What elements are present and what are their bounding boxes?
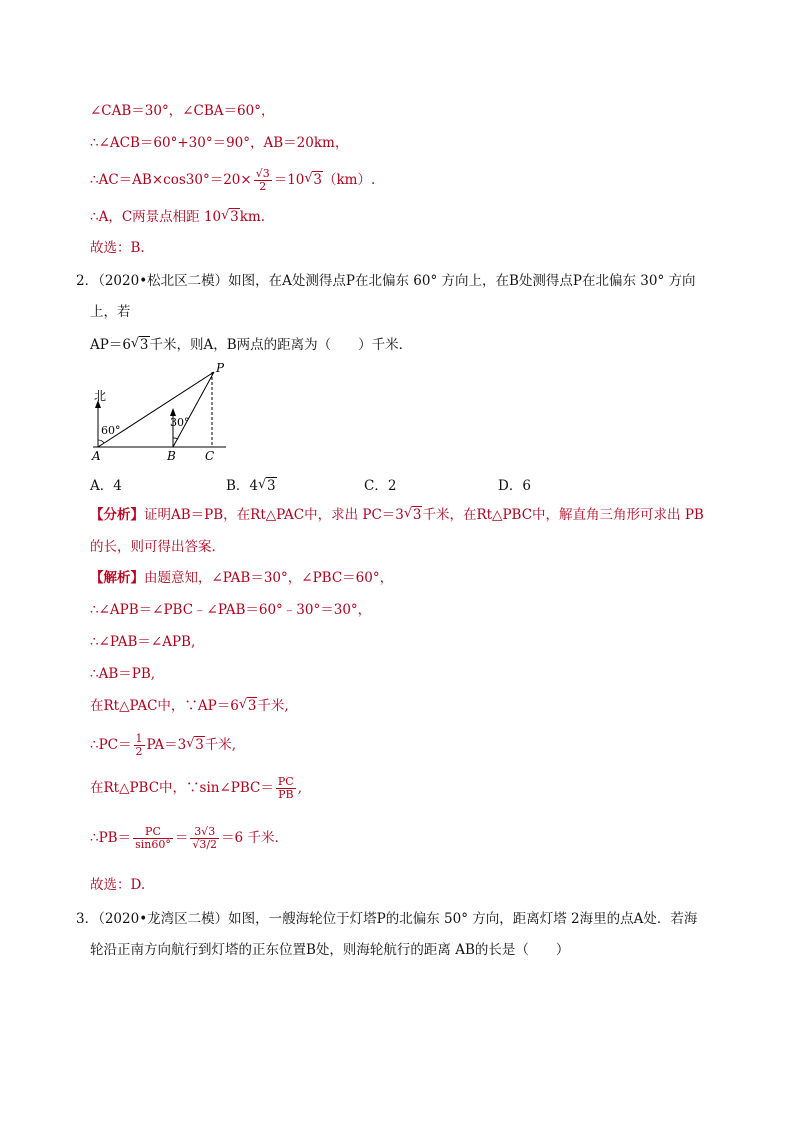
q2-text-line3: AP＝6√ 3千米，则A，B两点的距离为（ ）千米． [90, 336, 412, 354]
sqrt-symbol: √ 3 [239, 697, 258, 715]
fraction-pb: $\frac{PC}{\sin 60^\circ}$ [135, 825, 171, 851]
sol1-line1: ∠CAB＝30°，∠CBA＝60°， [90, 103, 275, 119]
solution-line3: ∴∠PAB＝∠APB, [90, 634, 196, 650]
sqrt-symbol: √ 3 [304, 171, 323, 189]
fraction-result: $\frac{3√3}{√3/2}$ [192, 825, 218, 851]
solution-line6: ∴PC＝ $\frac{1}{2}$ PA＝3√ 3千米, [90, 733, 236, 758]
angle-a-label: 60° [101, 424, 121, 437]
option-c: C．2 [364, 478, 397, 494]
solution-line7: 在Rt△PBC中，∵sin∠PBC＝ $\frac{PC}{PB}$ , [90, 775, 303, 801]
point-p-label: P [216, 361, 225, 375]
sol1-line2: ∴∠ACB＝60°+30°＝90°，AB＝20km， [90, 135, 349, 151]
option-b: B．4√ 3 [226, 474, 277, 494]
solution-line4: ∴AB＝PB, [90, 666, 156, 682]
option-d: D．6 [498, 478, 531, 494]
analysis-tag: 【分析】 [90, 507, 144, 523]
fraction-half: $\frac{1}{2}$ [135, 732, 143, 758]
analysis-line2: 的长，则可得出答案． [90, 539, 225, 555]
sqrt-symbol: √ 3 [221, 208, 240, 226]
sqrt-symbol: √ 3 [186, 736, 205, 754]
option-a: A．4 [90, 478, 122, 494]
angle-b-label: 30° [170, 416, 190, 429]
solution-line5: 在Rt△PAC中，∵AP＝6√ 3千米, [90, 697, 289, 715]
angle-arc-b [173, 438, 178, 439]
sol1-line4: ∴A，C两景点相距 10√ 3km. [90, 208, 265, 226]
point-a-label: A [92, 449, 101, 463]
solution-line8: ∴PB＝ $\frac{PC}{\sin 60^\circ}$ ＝ $\frac{3√3}{√3/2}$ ＝6 千米． [90, 825, 288, 851]
sol1-line5: 故选：B. [90, 240, 145, 256]
sol1-fraction: $\frac{√3}{2}$ [255, 167, 270, 193]
sqrt-symbol: √ 3 [131, 336, 150, 354]
q3-text-line1: 3．（2020•龙湾区二模）如图，一艘海轮位于灯塔P的北偏东 50° 方向，距离灯塔 2海里的点A处．若海 [76, 911, 698, 927]
point-c-label: C [205, 449, 215, 463]
q2-text-line2: 上，若 [90, 304, 131, 320]
sqrt-symbol: √ 3 [404, 506, 423, 524]
line-bp [173, 372, 214, 447]
solution-tag: 【解析】 [90, 570, 144, 586]
angle-arc-a [98, 440, 104, 443]
q2-figure [88, 360, 238, 464]
analysis-line1: 【分析】证明AB＝PB，在Rt△PAC中，求出 PC＝3√ 3千米，在Rt△PBC中，解直角三角形可求出 PB [90, 506, 704, 524]
sol1-line3-text: ∴AC＝AB×cos30°＝20× [90, 172, 252, 188]
north-arrow-b-head [170, 408, 176, 416]
fraction-sin: $\frac{PC}{PB}$ [277, 775, 294, 801]
solution-line2: ∴∠APB＝∠PBC﹣∠PAB＝60°﹣30°＝30°， [90, 602, 372, 618]
sol1-line3: ∴AC＝AB×cos30°＝20× $\frac{√3}{2}$ ＝10√ 3（km）. [90, 168, 375, 193]
q2-text-line1: 2．（2020•松北区二模）如图，在A处测得点P在北偏东 60° 方向上，在B处测得点P在北偏东 30° 方向 [76, 273, 696, 289]
north-label: 北 [94, 389, 107, 403]
sqrt-symbol: √ 3 [258, 478, 277, 494]
q3-text-line2: 轮沿正南方向航行到灯塔的正东位置B处，则海轮航行的距离 AB的长是（ ） [90, 942, 570, 958]
point-b-label: B [167, 449, 176, 463]
solution-line9: 故选：D. [90, 877, 146, 893]
solution-line1: 【解析】由题意知，∠PAB＝30°，∠PBC＝60°， [90, 570, 394, 586]
